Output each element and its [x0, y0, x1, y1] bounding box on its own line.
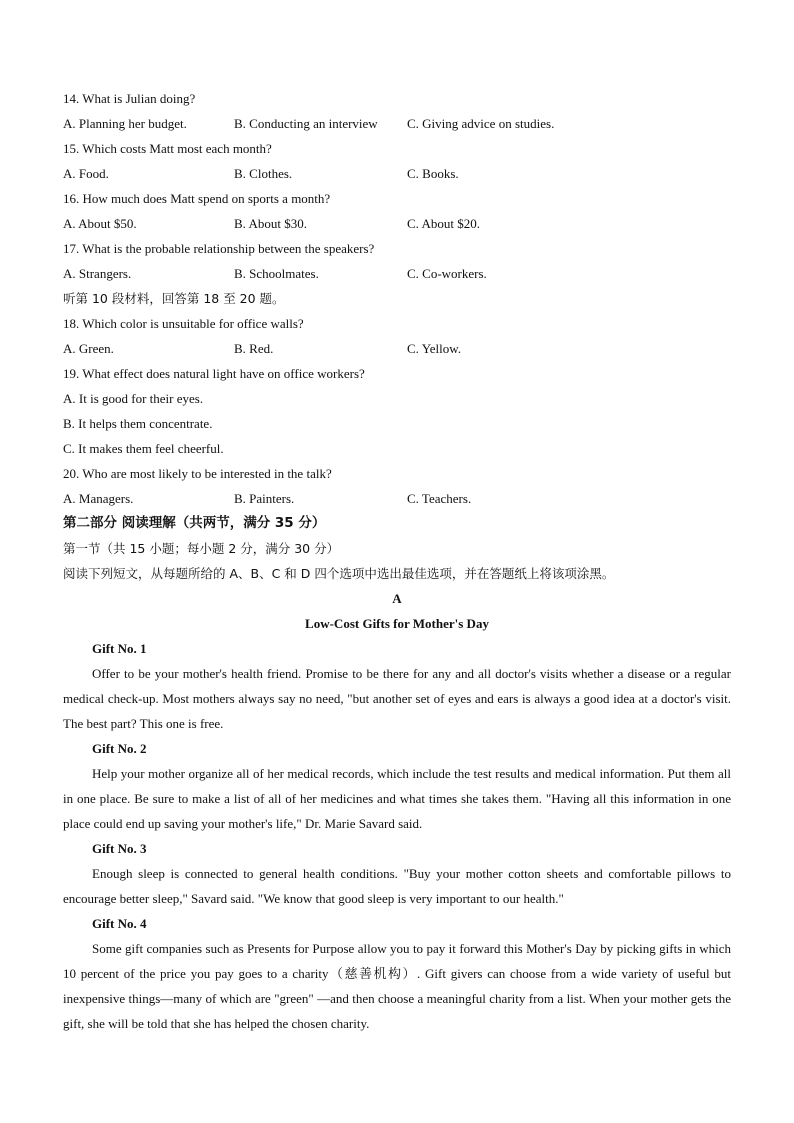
- option-a: A. About $50.: [63, 216, 137, 231]
- gift-4-title: Gift No. 4: [92, 916, 147, 931]
- option-b: B. Painters.: [234, 491, 295, 506]
- exam-page: [63, 86, 731, 1036]
- question-15: 15. Which costs Matt most each month?: [63, 141, 272, 156]
- option-b: B. Red.: [234, 341, 274, 356]
- options-15: [63, 161, 731, 186]
- options-14: [63, 111, 731, 136]
- question-20: 20. Who are most likely to be interested in the talk?: [63, 466, 332, 481]
- options-18: [63, 336, 731, 361]
- question-18: 18. Which color is unsuitable for office walls?: [63, 316, 304, 331]
- option-a: A. Green.: [63, 341, 114, 356]
- reading-part-heading: 第二部分 阅读理解（共两节，满分 35 分）: [63, 515, 326, 531]
- options-17: [63, 261, 731, 286]
- gift-2-title: Gift No. 2: [92, 741, 147, 756]
- listening-instruction: 听第 10 段材料，回答第 18 至 20 题。: [63, 291, 285, 306]
- question-14: 14. What is Julian doing?: [63, 91, 196, 106]
- reading-section-heading: 第一节（共 15 小题；每小题 2 分，满分 30 分）: [63, 541, 340, 556]
- option-a: A. Strangers.: [63, 266, 132, 281]
- option-c: C. About $20.: [407, 216, 480, 231]
- question-19: 19. What effect does natural light have on office workers?: [63, 366, 365, 381]
- option-a: A. Food.: [63, 166, 109, 181]
- passage-title: Low-Cost Gifts for Mother's Day: [305, 616, 489, 631]
- gift-1-title: Gift No. 1: [92, 641, 147, 656]
- passage-letter: A: [392, 591, 402, 606]
- option-c: C. Teachers.: [407, 491, 472, 506]
- option-c: C. Giving advice on studies.: [407, 116, 555, 131]
- option-a: A. Managers.: [63, 491, 134, 506]
- option-b: B. Conducting an interview: [234, 116, 378, 131]
- reading-instruction: 阅读下列短文，从每题所给的 A、B、C 和 D 四个选项中选出最佳选项，并在答题纸上将该项涂黑。: [63, 566, 615, 581]
- option-b: B. It helps them concentrate.: [63, 416, 213, 431]
- question-17: 17. What is the probable relationship between the speakers?: [63, 241, 375, 256]
- option-c: C. Books.: [407, 166, 459, 181]
- option-b: B. About $30.: [234, 216, 307, 231]
- gift-3-title: Gift No. 3: [92, 841, 147, 856]
- option-b: B. Schoolmates.: [234, 266, 319, 281]
- options-16: [63, 211, 731, 236]
- gift-1-paragraph: Offer to be your mother's health friend. Promise to be there for any and all doctor's visits whether a disease or a regular medical check-up. Most mothers always say no need, "but another set of eyes and ears is always a good idea at a doctor's visit. The best part? This one is free.: [63, 666, 731, 731]
- option-c: C. Co-workers.: [407, 266, 487, 281]
- option-a: A. Planning her budget.: [63, 116, 187, 131]
- option-c: C. It makes them feel cheerful.: [63, 441, 224, 456]
- option-a: A. It is good for their eyes.: [63, 391, 204, 406]
- gift-2-paragraph: Help your mother organize all of her medical records, which include the test results and medical information. Put them all in one place. Be sure to make a list of all of her medicines and what times she takes them. "Having all this information in one place could end up saving your mother's life," Dr. Marie Savard said.: [63, 766, 731, 831]
- options-20: [63, 486, 731, 511]
- question-16: 16. How much does Matt spend on sports a month?: [63, 191, 331, 206]
- gift-3-paragraph: Enough sleep is connected to general health conditions. "Buy your mother cotton sheets and comfortable pillows to encourage better sleep," Savard said. "We know that good sleep is very important to our health.": [63, 866, 731, 906]
- option-b: B. Clothes.: [234, 166, 293, 181]
- gift-4-paragraph: Some gift companies such as Presents for Purpose allow you to pay it forward this Mother's Day by picking gifts in which 10 percent of the price you pay goes to a charity（慈善机构）. Gift givers can choose from a wide variety of useful but inexpensive things—many of which are "green" —and then choose a meaningful charity from a list. When your mother gets the gift, she will be told that she has helped the chosen charity.: [63, 941, 731, 1031]
- option-c: C. Yellow.: [407, 341, 462, 356]
